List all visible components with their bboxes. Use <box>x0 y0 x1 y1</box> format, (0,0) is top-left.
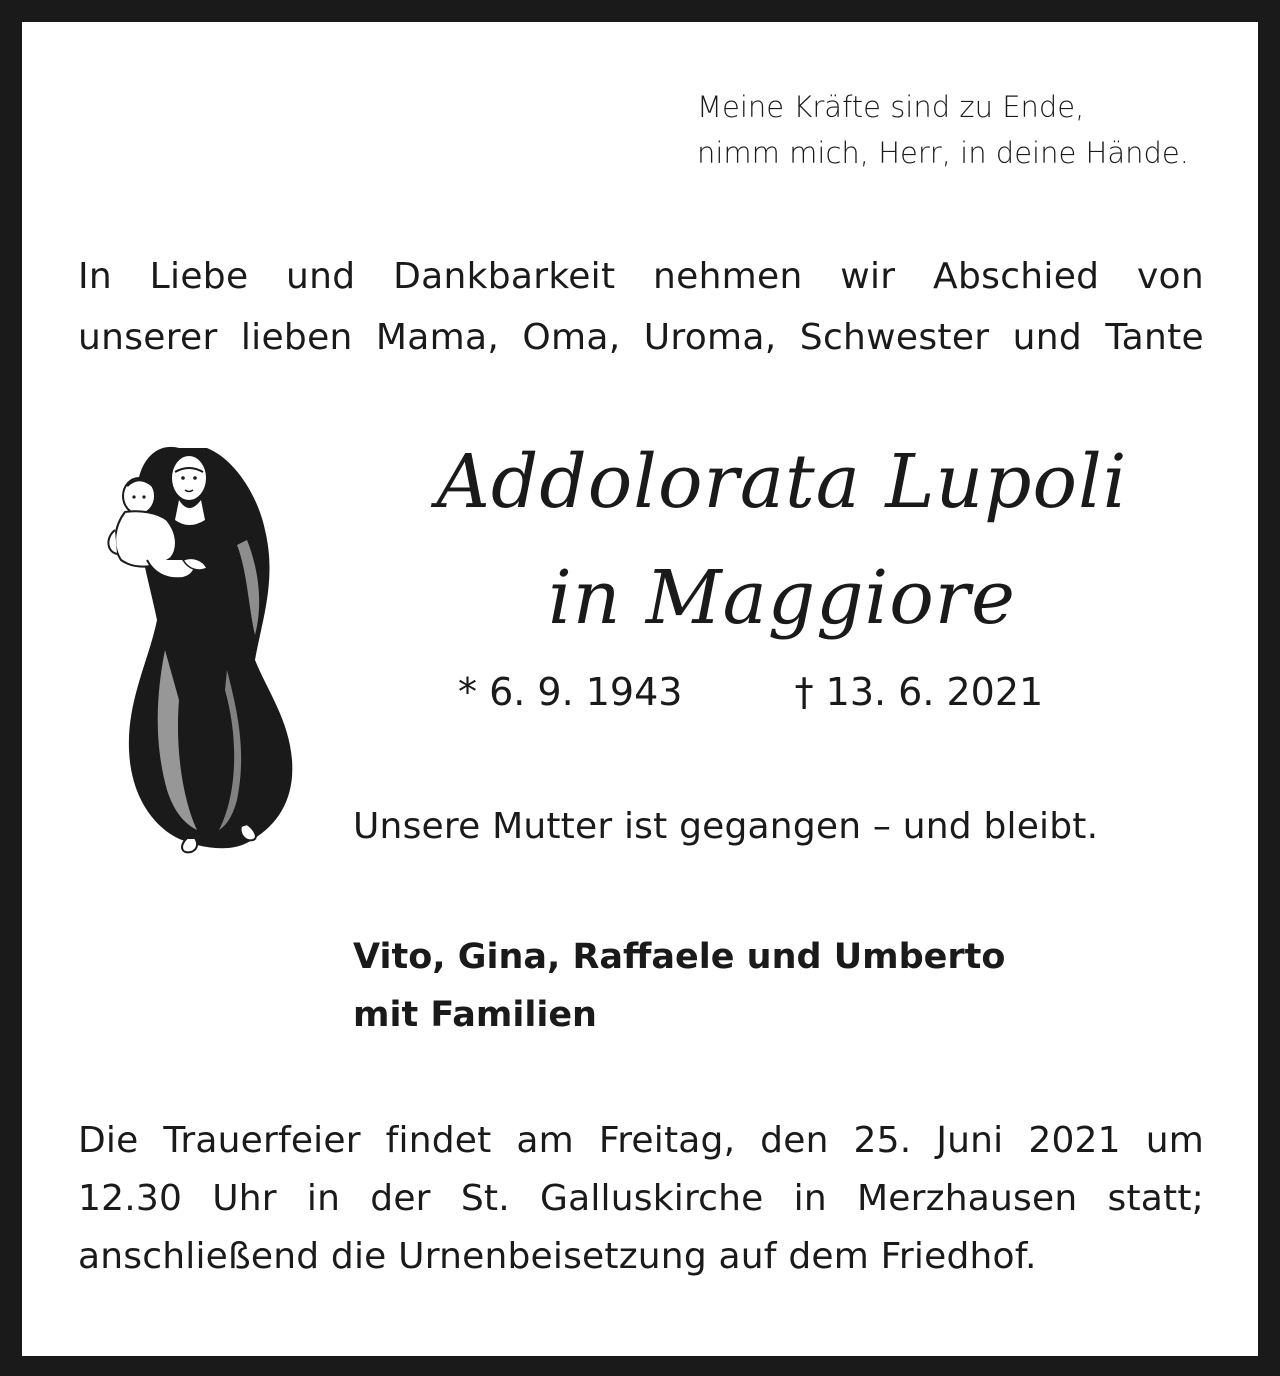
service-line-2: 12.30 Uhr in der St. Galluskirche in Merzhausen statt; <box>78 1178 1204 1219</box>
service-line-1: Die Trauerfeier findet am Freitag, den 25. Juni 2021 um <box>78 1120 1204 1161</box>
motto-verse <box>697 84 1189 176</box>
memorial-quote: Unsere Mutter ist gegangen – und bleibt. <box>353 806 1099 847</box>
service-details <box>78 1112 1204 1286</box>
madonna-and-child-illustration <box>87 420 297 865</box>
intro-line-1: In Liebe und Dankbarkeit nehmen wir Abschied von <box>78 256 1204 297</box>
death-date: † 13. 6. 2021 <box>794 670 1044 714</box>
intro-line-2: unserer lieben Mama, Oma, Uroma, Schwester und Tante <box>78 317 1204 358</box>
family-signature <box>353 928 1005 1044</box>
birth-date: * 6. 9. 1943 <box>458 670 683 714</box>
motto-line-1: Meine Kräfte sind zu Ende, <box>697 90 1085 124</box>
obituary-notice <box>22 22 1258 1356</box>
name-line-1: Addolorata Lupoli <box>436 439 1128 525</box>
deceased-name <box>342 424 1222 656</box>
family-line-1: Vito, Gina, Raffaele und Umberto <box>353 937 1006 977</box>
name-line-2: in Maggiore <box>548 555 1016 641</box>
family-line-2: mit Familien <box>353 995 597 1035</box>
service-line-3: anschließend die Urnenbeisetzung auf dem Friedhof. <box>78 1236 1037 1277</box>
intro-text <box>78 246 1204 368</box>
motto-line-2: nimm mich, Herr, in deine Hände. <box>697 136 1189 170</box>
life-dates <box>458 670 1043 714</box>
